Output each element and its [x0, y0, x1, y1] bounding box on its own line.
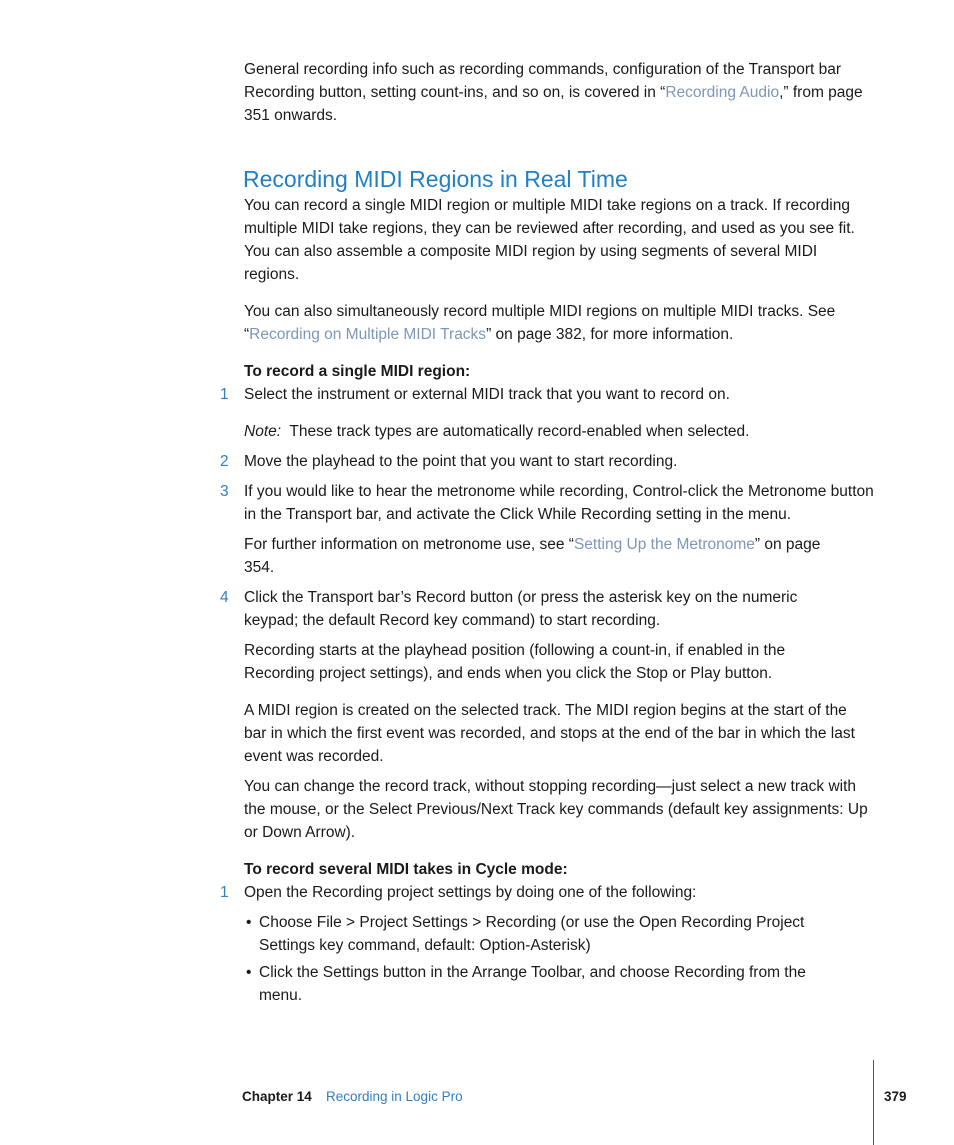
- step-number: 4: [220, 589, 229, 606]
- link-recording-multiple-midi-tracks[interactable]: Recording on Multiple MIDI Tracks: [249, 326, 487, 343]
- para2-text-after: ” on page 382, for more information.: [486, 326, 734, 343]
- step-number: 1: [220, 386, 229, 403]
- step3-info-paragraph: [244, 533, 834, 579]
- bullet-marker: •: [246, 914, 252, 931]
- section-heading: Recording MIDI Regions in Real Time: [243, 166, 628, 192]
- link-setting-up-the-metronome[interactable]: Setting Up the Metronome: [573, 536, 755, 553]
- bullet-item: Choose File > Project Settings > Recording (or use the Open Recording Project Settings key command, default: Option-Asterisk): [259, 914, 805, 954]
- task-title-cycle-mode: To record several MIDI takes in Cycle mode:: [244, 861, 568, 878]
- bullet-item: Click the Settings button in the Arrange Toolbar, and choose Recording from the menu.: [259, 964, 806, 1004]
- note-paragraph: [244, 420, 874, 443]
- step-number: 2: [220, 453, 229, 470]
- region-created-paragraph: A MIDI region is created on the selected track. The MIDI region begins at the start of the bar in which the first event was recorded, and stops at the end of the bar in which the last event was recorded.: [244, 702, 855, 765]
- intro-text-after: ,” from page 351 onwards.: [244, 84, 863, 124]
- footer-chapter-label: Chapter 14: [242, 1089, 312, 1104]
- link-recording-audio[interactable]: Recording Audio: [665, 84, 780, 101]
- section-paragraph-1: You can record a single MIDI region or multiple MIDI take regions on a track. If recording multiple MIDI take regions, they can be reviewed after recording, and used as you see fit. You can also assemble a composite MIDI region by using segments of several MIDI regions.: [244, 197, 855, 283]
- para2-text-before: You can also simultaneously record multiple MIDI regions on multiple MIDI tracks. See “: [244, 303, 836, 343]
- note-text: These track types are automatically record-enabled when selected.: [289, 423, 750, 440]
- page-number: 379: [884, 1089, 907, 1104]
- step4-info-paragraph: Recording starts at the playhead position (following a count-in, if enabled in the Recording project settings), and ends when you click the Stop or Play button.: [244, 642, 786, 682]
- step-text: If you would like to hear the metronome while recording, Control-click the Metronome button in the Transport bar, and activate the Click While Recording setting in the menu.: [244, 483, 874, 523]
- step3-info-after: ” on page 354.: [244, 536, 821, 576]
- footer-chapter-title-link[interactable]: Recording in Logic Pro: [326, 1089, 463, 1104]
- section-paragraph-2: [244, 300, 874, 346]
- footer-divider: [873, 1060, 874, 1145]
- intro-paragraph: [244, 58, 874, 127]
- step3-info-before: For further information on metronome use, see “: [244, 536, 574, 553]
- task-title-single-region: To record a single MIDI region:: [244, 363, 471, 380]
- bullet-marker: •: [246, 964, 252, 981]
- change-track-paragraph: You can change the record track, without stopping recording—just select a new track with the mouse, or the Select Previous/Next Track key commands (default key assignments: Up or Down Arrow).: [244, 778, 868, 841]
- step-text: Move the playhead to the point that you want to start recording.: [244, 453, 678, 470]
- step-number: 3: [220, 483, 229, 500]
- step-number: 1: [220, 884, 229, 901]
- intro-text-before: General recording info such as recording commands, configuration of the Transport bar Recording button, setting count-ins, and so on, is covered in “: [244, 61, 842, 101]
- note-label: Note:: [244, 423, 282, 440]
- step-text: Click the Transport bar’s Record button (or press the asterisk key on the numeric keypad; the default Record key command) to start recording.: [244, 589, 798, 629]
- step-text: Open the Recording project settings by doing one of the following:: [244, 884, 697, 901]
- step-text: Select the instrument or external MIDI track that you want to record on.: [244, 386, 730, 403]
